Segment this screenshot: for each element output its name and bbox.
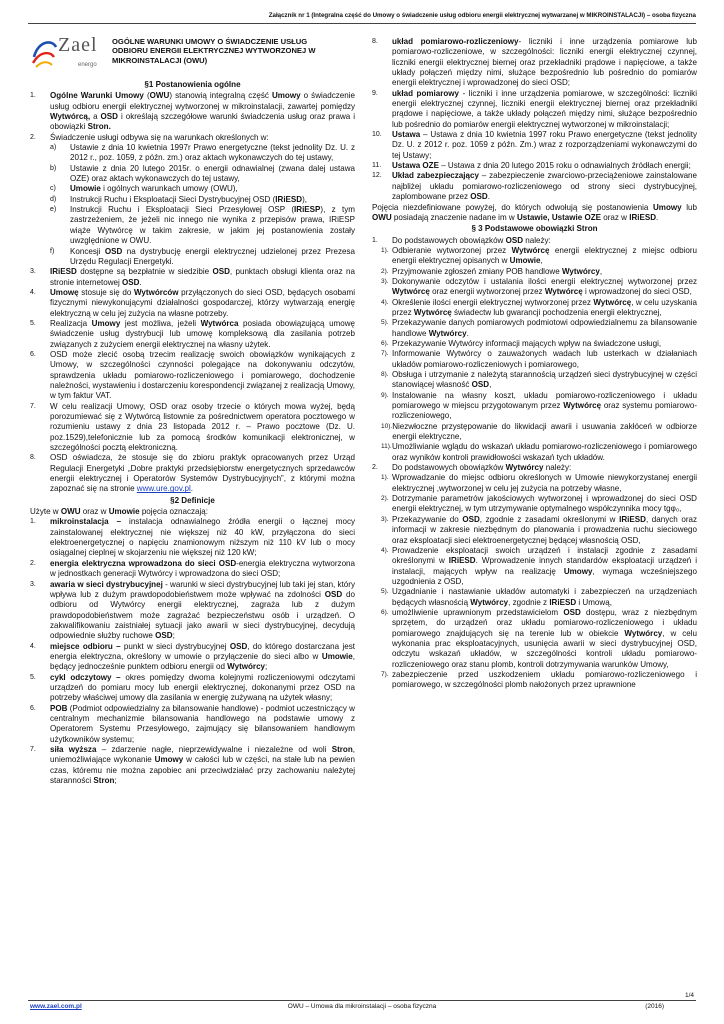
- list-item: 3). Dokonywanie odczytów i ustalania ilości energii elektrycznej wytworzonej przez Wytwórcę oraz energii wytworzonej przez Wytwórcę i wprowadzonej do sieci OSD,: [381, 276, 697, 297]
- obligations-producer-list: [372, 473, 697, 690]
- footer-title: OWU – Umowa dla mikroinstalacji – osoba fizyczna: [287, 1003, 437, 1010]
- definition-5: 5. cykl odczytowy – okres pomiędzy dwoma kolejnymi rozliczeniowymi odczytami urządzeń do pomiaru mocy lub energii elektrycznej, dokonanymi przez OSD na potrzeby właściwej umowy dla zasilania w energię zużywaną na użytek własny;: [30, 672, 355, 703]
- definition-9: 9. układ pomiarowy - liczniki i inne urządzenia pomiarowe, w szczególności: liczniki energii elektrycznej czynnej, liczniki energii elektrycznej biernej oraz przekładniki prądowe i napięciowe, a także układy połączeń między nimi, służące bezpośrednio lub pośrednio do pomiarów energii elektrycznej wytworzonej w mikroinstalacji;: [372, 88, 697, 129]
- paragraph-2d: d) Instrukcji Ruchu i Eksploatacji Sieci Dystrybucyjnej OSD (IRiESD),: [50, 194, 308, 204]
- document-title: OGÓLNE WARUNKI UMOWY O ŚWIADCZENIE USŁUG ODBIORU ENERGII ELEKTRYCZNEJ WYTWORZONEJ W MIKROINSTALACJI (OWU): [112, 37, 316, 65]
- list-item: 11). Umożliwianie wglądu do wskazań układu pomiarowo-rozliczeniowego i pomiarowego oraz wyników kontroli prawidłowości wskazań tych układów.: [381, 442, 697, 462]
- obligations-osd-list: [372, 246, 697, 463]
- paragraph-2c: c) Umowie i ogólnych warunkach umowy (OWU),: [50, 184, 238, 194]
- definition-2: 2. energia elektryczna wprowadzona do sieci OSD-energia elektryczna wytworzona w jednostkach generacji Wytwórcy i wprowadzona do sieci OSD;: [30, 558, 355, 579]
- logo-wordmark: Zael: [58, 34, 98, 56]
- list-item: 7). Informowanie Wytwórcy o zauważonych wadach lub usterkach w działaniach układów pomiarowo-rozliczeniowych i pomiarowego,: [381, 349, 697, 369]
- paragraph-6: 6. OSD może zlecić osobą trzecim realizację swoich obowiązków wynikających z Umowy, w szczególności czynności polegające na dokonywaniu odczytów, sprawdzenia układu pomiarowo-rozliczeniowego i pomiarowego, dochodzenie należności, wystawieniu i dostarczeniu korespondencji związanej z realizacją Umowy, w tym faktur VAT.: [30, 349, 355, 401]
- paragraph-7: 7. W celu realizacji Umowy, OSD oraz osoby trzecie o których mowa wyżej, będą porozumiewać się z Wytwórcą listownie za pośrednictwem operatora pocztowego w rozumieniu ustawy z dnia 23 listopada 2012 r. – Prawo pocztowe (Dz. U. poz.1529),telefonicznie lub za pomocą środków komunikacji elektronicznej, w szczególności pocztą elektroniczną.: [30, 401, 355, 453]
- definition-3: 3. awaria w sieci dystrybucyjnej - warunki w sieci dystrybucyjnej lub taki jej stan, który wpływa lub z dużym prawdopodobieństwem może wpływać na zdolności OSD do odbioru od Wytwórcy energii elektrycznej, zagraża lub z dużym prawdopodobieństwem może zagrażać bezpieczeństwu osób i urządzeń. O zakwalifikowaniu zaistniałej sytuacji jako awarii w sieci dystrybucyjnej, decydują odpowiednie służby ruchowe OSD;: [30, 579, 355, 641]
- paragraph-2a: a) Ustawie z dnia 10 kwietnia 1997r Prawo energetyczne (tekst jednolity Dz. U. z 2012 r., poz. 1059, z późn. zm.) oraz aktach wykonawczych do tej ustawy,: [50, 143, 355, 163]
- section-heading-1: §1 Postanowienia ogólne: [144, 80, 241, 89]
- definition-7: 7. siła wyższa – zdarzenie nagłe, nieprzewidywalne i niezależne od woli Stron, uniemożliwiające wykonanie Umowy w całości lub w części, na stałe lub na pewien czas, któremu nie można zapobiec ani przeciwdziałać przy zachowaniu należytej staranności Stron;: [30, 745, 355, 786]
- paragraph-8: 8. OSD oświadcza, że stosuje się do zbioru praktyk opracowanych przez Urząd Regulacji Energetyki „Dobre praktyki przedsiębiorstw energetycznych sprzedawców energii elektrycznej i Operatorów Systemów Dystrybucyjnych”, z którymi można zapoznać się na stronie www.ure.gov.pl.: [30, 453, 355, 494]
- logo-subtitle: energo: [78, 62, 97, 68]
- right-column: [372, 37, 697, 691]
- list-item: 5). Przekazywanie danych pomiarowych podmiotowi odpowiedzialnemu za bilansowanie handlowe Wytwórcy.: [381, 318, 697, 338]
- paragraph-1: 1. Ogólne Warunki Umowy (OWU) stanowią integralną część Umowy o świadczenie usług odbioru energii elektrycznej wytworzonej w mikroinstalacji, zawartej pomiędzy Wytwórcą, a OSD i określają szczegółowe warunki świadczenia usług oraz prawa i obowiązki Stron.: [30, 91, 355, 132]
- footer-rule: [28, 1000, 696, 1001]
- paragraph-3: 3. IRiESD dostępne są bezpłatnie w siedzibie OSD, punktach obsługi klienta oraz na stronie internetowej OSD.: [30, 267, 355, 287]
- paragraph-2f: f) Koncesji OSD na dystrybucję energii elektrycznej udzielonej przez Prezesa Urzędu Regulacji Energetyki.: [50, 246, 355, 266]
- list-item: 9). Instalowanie na własny koszt, układu pomiarowo-rozliczeniowego i układu pomiarowego w miejscu przygotowanym przez Wytwórcę oraz systemu pomiarowo-rozliczeniowego,: [381, 390, 697, 421]
- section-heading-2: §2 Definicje: [170, 495, 215, 505]
- definition-6: 6. POB (Podmiot odpowiedzialny za bilansowanie handlowe) - podmiot uczestniczący w centralnym mechanizmie bilansowania handlowego na podstawie umowy z Operatorem Systemu Przesyłowego, zajmujący się bilansowaniem handlowym użytkowników systemu;: [30, 703, 355, 744]
- paragraph-2e: e) Instrukcji Ruchu i Eksploatacji Sieci Przesyłowej OSP (IRiESP), z tym zastrzeżeniem, że jeżeli nic innego nie wynika z przepisów prawa, IRiESP wiąże Wytwórcę w takim zakresie, w jakim jej postanowienia zostały uwzględnione w OWU.: [50, 205, 355, 246]
- company-website-link[interactable]: www.zael.com.pl: [30, 1003, 82, 1010]
- paragraph-2: 2. Świadczenie usługi odbywa się na warunkach określonych w:: [30, 132, 269, 142]
- paragraph-4: 4. Umowę stosuje się do Wytwórców przyłączonych do sieci OSD, będących osobami fizycznymi niewykonującymi działalności gospodarczej, którzy wytwarzają energię elektryczną w celu jej zużycia na własne potrzeby.: [30, 287, 355, 318]
- list-item: 7). zabezpieczenie przed uszkodzeniem układu pomiarowo-rozliczeniowego i pomiarowego, w szczególności plomb nałożonych przez uprawnione: [381, 669, 697, 690]
- definition-10: 10. Ustawa – Ustawa z dnia 10 kwietnia 1997 roku Prawo energetyczne (tekst jednolity Dz. U. z 2012 r. poz. 1059 z późn. Zm.) wraz z rozporządzeniami wykonawczymi do tej Ustawy;: [372, 130, 697, 160]
- logo-swirl-icon: [30, 37, 60, 71]
- list-item: 4). Prowadzenie eksploatacji swoich urządzeń i instalacji zgodnie z zasadami określonymi w IRiESD. Wprowadzenie innych standardów eksploatacji urządzeń i instalacji, mających wpływ na realizację Umowy, wymaga wcześniejszego uzgodnienia z OSD,: [381, 545, 697, 586]
- attachment-header: Załącznik nr 1 (Integralna część do Umowy o świadczenie usług odbioru energii elektrycznej wytwarzanej w MIKROINSTALACJI) – osoba fizyczna: [268, 12, 696, 19]
- list-item: 5). Uzgadnianie i nastawianie układów automatyki i zabezpieczeń na urządzeniach będących własnością Wytwórcy, zgodnie z IRiESD i Umową,: [381, 587, 697, 607]
- list-item: 4). Określenie ilości energii elektrycznej wytworzonej przez Wytwórcę, w celu uzyskania przez Wytwórcę świadectw lub gwarancji pochodzenia energii elektrycznej,: [381, 297, 697, 317]
- left-column: [30, 34, 356, 786]
- ure-website-link[interactable]: www.ure.gov.pl: [136, 484, 191, 494]
- list-item: 10). Niezwłoczne przystępowanie do likwidacji awarii i usuwania zakłóceń w odbiorze energii elektryczne,: [381, 421, 697, 442]
- obligations-producer: 2. Do podstawowych obowiązków Wytwórcy należy:: [372, 463, 572, 473]
- list-item: 8). Obsługa i utrzymanie z należytą starannością urządzeń sieci dystrybucyjnej w części stanowiącej własność OSD,: [381, 370, 697, 390]
- list-item: 6). umożliwienie uprawnionym przedstawicielom OSD dostępu, wraz z niezbędnym sprzętem, do urządzeń oraz układu pomiarowo-rozliczeniowego i układu pomiarowego znajdujących się na terenie lub w obiekcie Wytwórcy, w celu wykonania prac eksploatacyjnych, usunięcia awarii w sieci dystrybucyjnej OSD, odczytu wskazań układów, w szczególności kontroli układu pomiarowo-rozliczeniowego oraz stanu plomb, kontroli dotrzymywania warunków Umowy,: [381, 607, 698, 669]
- list-item: 2). Przyjmowanie zgłoszeń zmiany POB handlowe Wytwórcy,: [381, 266, 603, 276]
- definition-8: 8. układ pomiarowo-rozliczeniowy- liczniki i inne urządzenia pomiarowe lub pomiarowo-rozliczeniowe, w szczególności: liczniki energii elektrycznej czynnej, liczniki energii elektrycznej biernej oraz przekładniki prądowe i napięciowe, a także układy połączeń między nimi, służące bezpośrednio lub pośrednio do pomiarów energii elektrycznej i wprowadzonej do sieci OSD;: [372, 37, 697, 88]
- paragraph-5: 5. Realizacja Umowy jest możliwa, jeżeli Wytwórca posiada obowiązującą umowę świadczenie usług dystrybucji lub umowę kompleksową dla zasilania potrzeb związanych z zużyciem energii elektrycznej na własny użytek.: [30, 318, 356, 349]
- list-item: 3). Przekazywanie do OSD, zgodnie z zasadami określonymi w IRiESD, danych oraz informacji w zakresie niezbędnym do planowania i prowadzenia ruchu sieciowego oraz eksploatacji sieci elektroenergetycznej będącej własnością OSD,: [381, 514, 698, 545]
- list-item: 1). Odbieranie wytworzonej przez Wytwórcę energii elektrycznej z miejsc odbioru energii elektrycznej opisanych w Umowie,: [381, 245, 697, 266]
- page-number: 1/4: [684, 992, 694, 999]
- list-item: 6). Przekazywanie Wytwórcy informacji mających wpływ na świadczone usługi,: [381, 338, 662, 348]
- section-heading-3: § 3 Podstawowe obowiązki Stron: [471, 224, 598, 234]
- definition-4: 4. miejsce odbioru – punkt w sieci dystrybucyjnej OSD, do którego dostarczana jest energia elektryczna, określony w umowie o przyłączenie do sieci albo w Umowie, będący jednocześnie punktem odbioru energii od Wytwórcy;: [30, 641, 355, 672]
- header-rule: [28, 23, 696, 24]
- list-item: 1). Wprowadzanie do miejsc odbioru określonych w Umowie niewykorzystanej energii elektrycznej ,wytworzonej w celu jej zużycia na potrzeby własne,: [381, 473, 697, 493]
- list-item: 2). Dotrzymanie parametrów jakościowych wytworzonej i wprowadzonej do sieci OSD energii elektrycznej, w tym utrzymywanie optymalnego współczynnika mocy tgφ₀,: [381, 494, 697, 514]
- footer-year: (2016): [645, 1003, 664, 1010]
- obligations-osd: 1. Do podstawowych obowiązków OSD należy:: [372, 235, 551, 245]
- paragraph-2b: b) Ustawie z dnia 20 lutego 2015r. o energii odnawialnej (zwana dalej ustawa OZE) oraz aktach wykonawczych do tej ustawy,: [50, 163, 355, 184]
- definitions-intro: Użyte w OWU oraz w Umowie pojęcia oznaczają:: [30, 507, 209, 517]
- definition-12: 12. Układ zabezpieczający – zabezpieczenie zwarciowo-przeciążeniowe zainstalowane najbliżej układu pomiarowo-rozliczeniowego od strony sieci dystrybucyjnej, zaplombowane przez OSD.: [372, 171, 698, 202]
- definition-1: 1. mikroinstalacja – instalacja odnawialnego źródła energii o łącznej mocy zainstalowanej elektrycznej nie większej niż 40 kW, przyłączona do sieci elektroenergetycznej o napięciu znamionowym niższym niż 110 kV lub o mocy osiągalnej cieplnej w skojarzeniu nie większej niż 120 kW;: [30, 517, 355, 558]
- definitions-outro: Pojęcia niezdefiniowane powyżej, do których odwołują się postanowienia Umowy lub OWU posiadają znaczenie nadane im w Ustawie, Ustawie OZE oraz w IRiESD.: [372, 202, 697, 222]
- definition-11: 11. Ustawa OZE – Ustawa z dnia 20 lutego 2015 roku o odnawialnych źródłach energii;: [372, 161, 691, 171]
- logo-block: [30, 34, 355, 79]
